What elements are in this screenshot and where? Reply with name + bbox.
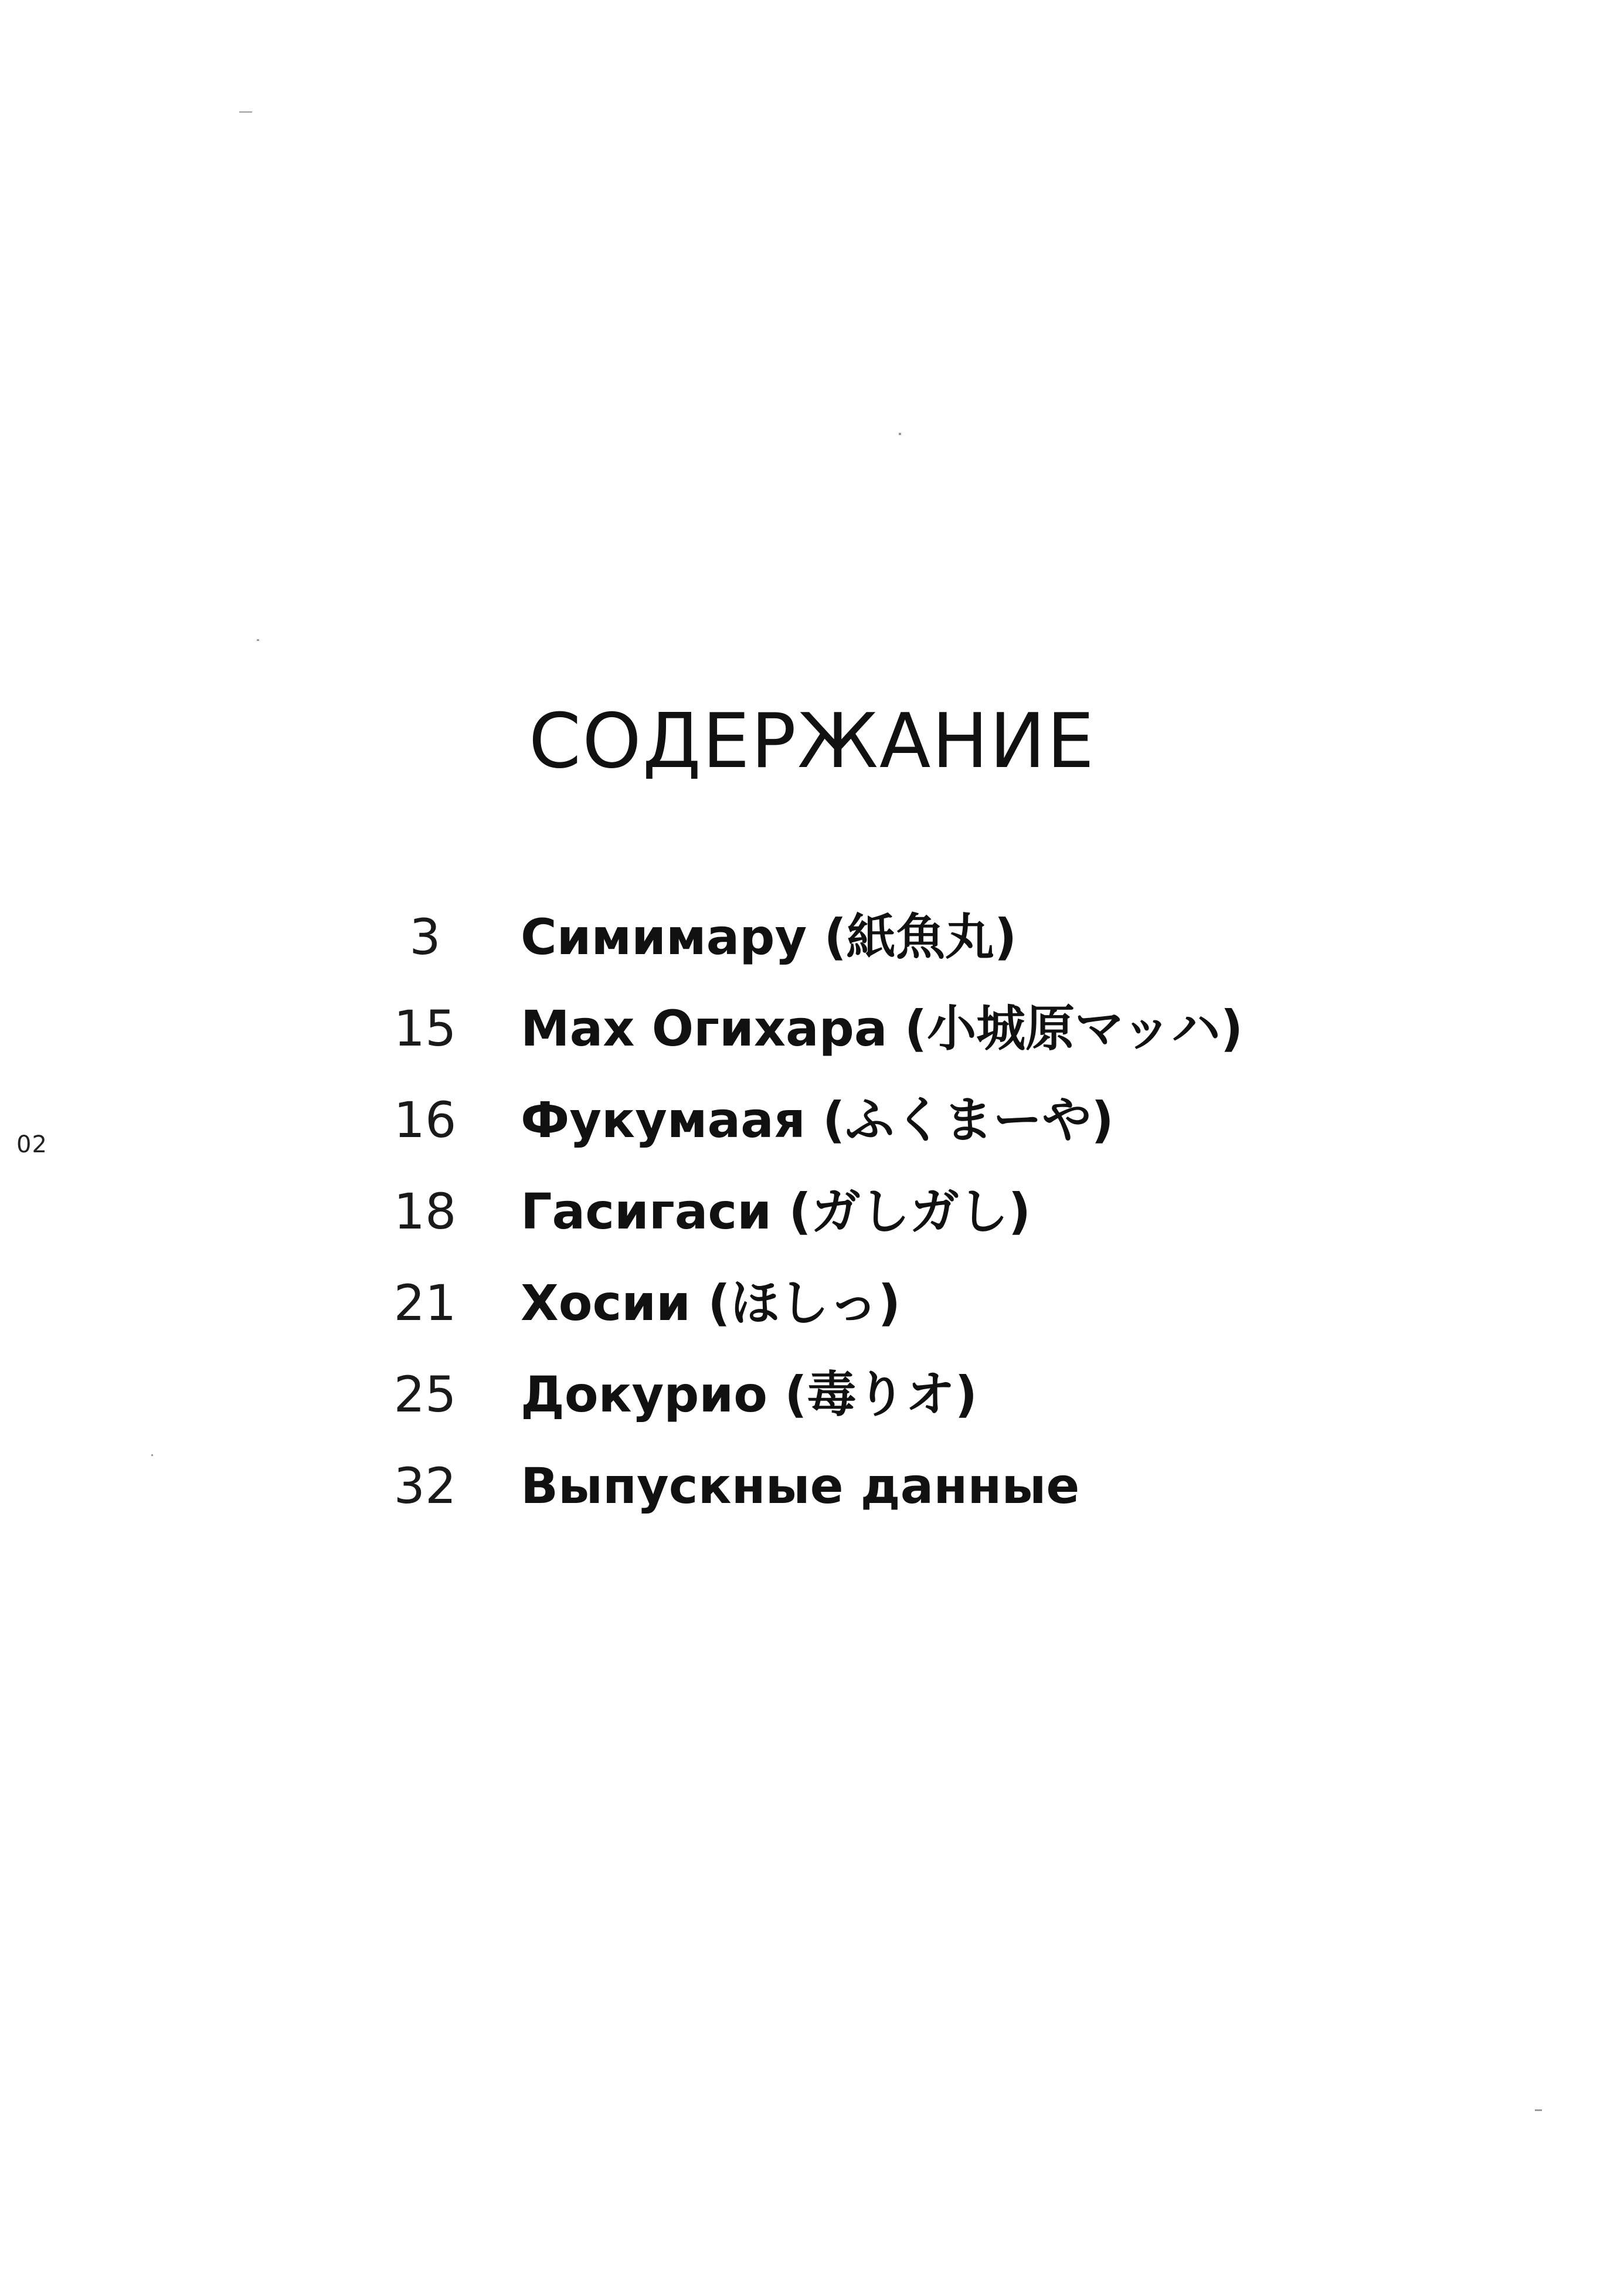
toc-page-number: 16 bbox=[393, 1091, 457, 1149]
toc-page-number: 32 bbox=[393, 1457, 457, 1515]
toc-page-number: 21 bbox=[393, 1274, 457, 1332]
toc-entry[interactable] bbox=[375, 891, 1243, 983]
scan-speck bbox=[257, 639, 259, 641]
toc-list bbox=[375, 891, 1243, 1532]
toc-entry[interactable] bbox=[375, 1074, 1243, 1166]
toc-page-number: 18 bbox=[393, 1183, 457, 1240]
scan-speck bbox=[151, 1454, 153, 1456]
toc-entry-label: Симимару (紙魚丸) bbox=[521, 908, 1017, 966]
scan-speck bbox=[1535, 2109, 1542, 2111]
toc-entry-label: Фукумаая (ふくまーや) bbox=[521, 1091, 1114, 1149]
toc-entry-label: Хосии (ほしっ) bbox=[521, 1274, 901, 1332]
scan-speck bbox=[899, 433, 901, 435]
toc-page-number: 15 bbox=[393, 1000, 457, 1057]
toc-entry-label: Max Огихара (小城原マッハ) bbox=[521, 1000, 1244, 1057]
toc-entry-label: Выпускные данные bbox=[521, 1457, 1080, 1515]
toc-title: СОДЕРЖАНИЕ bbox=[528, 698, 1096, 785]
toc-entry-label: Гасигаси (ガしガし) bbox=[521, 1183, 1031, 1240]
toc-entry[interactable] bbox=[375, 1349, 1243, 1440]
page-number: 02 bbox=[16, 1131, 47, 1158]
toc-entry[interactable] bbox=[375, 1440, 1243, 1532]
toc-entry[interactable] bbox=[375, 983, 1243, 1074]
scan-speck bbox=[239, 111, 252, 113]
toc-entry-label: Докурио (毒りオ) bbox=[521, 1366, 978, 1423]
toc-page-number: 3 bbox=[409, 908, 441, 966]
toc-entry[interactable] bbox=[375, 1166, 1243, 1257]
toc-page-number: 25 bbox=[393, 1366, 457, 1423]
toc-entry[interactable] bbox=[375, 1257, 1243, 1349]
